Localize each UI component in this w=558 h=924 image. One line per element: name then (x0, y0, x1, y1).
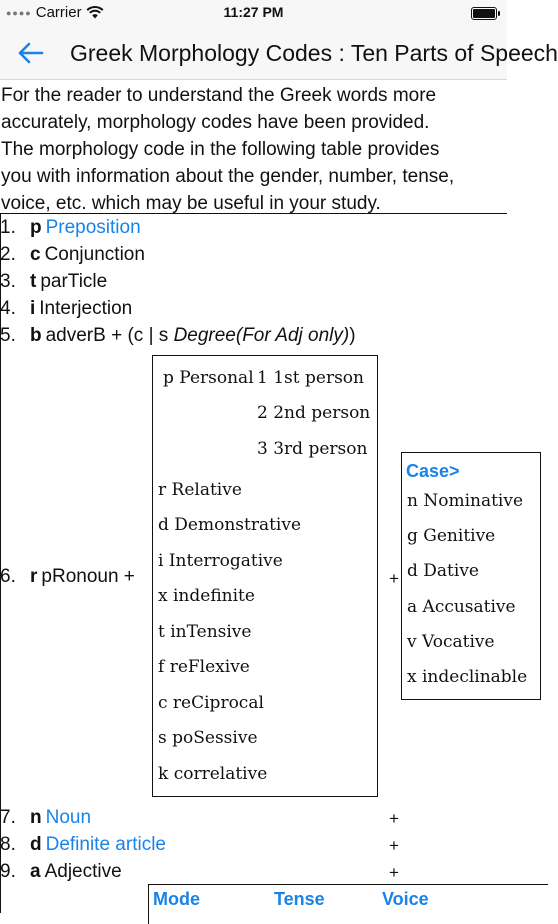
pronoun-type: i Interrogative (158, 551, 283, 571)
intro-paragraph (1, 82, 511, 217)
person-option: 2 2nd person (257, 403, 371, 423)
pronoun-type: t inTensive (158, 622, 252, 642)
plus-sign: + (389, 809, 399, 828)
case-option: a Accusative (407, 597, 516, 617)
status-bar (0, 0, 507, 26)
person-option: 3 3rd person (257, 439, 368, 459)
back-arrow-icon[interactable] (14, 38, 48, 68)
intro-line: accurately, morphology codes have been provided. (1, 112, 430, 133)
intro-line: For the reader to understand the Greek words more (1, 85, 437, 106)
page-title: Greek Morphology Codes : Ten Parts of Speech (70, 40, 558, 66)
list-item-interjection: 4. i Interjection (0, 298, 133, 319)
plus-sign: + (389, 863, 399, 882)
list-item-adjective: 9. a Adjective (0, 861, 122, 882)
content-area[interactable] (0, 80, 528, 909)
pronoun-types-box (152, 355, 378, 797)
case-option: v Vocative (407, 632, 495, 652)
mode-header[interactable]: Mode (153, 889, 200, 909)
person-option: 1 1st person (257, 368, 364, 388)
tense-header[interactable]: Tense (274, 889, 325, 909)
list-item-particle: 3. t parTicle (0, 271, 108, 292)
battery-icon (471, 7, 497, 20)
preposition-link[interactable]: Preposition (45, 217, 141, 238)
case-header[interactable]: Case> (406, 461, 460, 481)
mode-tense-voice-box (148, 884, 548, 924)
pronoun-type: f reFlexive (158, 657, 250, 677)
case-option: x indeclinable (407, 667, 528, 687)
pronoun-personal: p Personal (163, 368, 254, 388)
pronoun-type: r Relative (158, 480, 242, 500)
pronoun-type: c reCiprocal (158, 693, 264, 713)
list-item-conjunction: 2. c Conjunction (0, 244, 145, 265)
list-item-adverb: 5. b adverB + (c | s Degree(For Adj only)) (0, 325, 356, 346)
noun-link[interactable]: Noun (45, 807, 92, 828)
pronoun-type: x indefinite (158, 586, 255, 606)
table-top-border (0, 213, 507, 214)
pronoun-type: k correlative (158, 764, 268, 784)
list-item-noun: 7. n Noun (0, 807, 92, 828)
case-option: n Nominative (407, 491, 524, 511)
case-option: d Dative (407, 561, 479, 581)
status-time: 11:27 PM (223, 4, 284, 20)
pronoun-type: d Demonstrative (158, 515, 302, 535)
signal-dots-icon: ●●●● (6, 7, 32, 18)
intro-line: The morphology code in the following table provides (1, 139, 440, 160)
plus-sign: + (389, 836, 399, 855)
carrier-label: Carrier (35, 4, 82, 21)
case-box (401, 452, 541, 700)
list-item-preposition: 1. p Preposition (0, 217, 141, 238)
navigation-bar (0, 26, 558, 80)
definite-article-link[interactable]: Definite article (45, 834, 166, 855)
case-option: g Genitive (407, 526, 496, 546)
voice-header[interactable]: Voice (382, 889, 429, 909)
pronoun-type: s poSessive (158, 728, 258, 748)
list-item-definite-article: 8. d Definite article (0, 834, 166, 855)
plus-sign: + (389, 569, 399, 588)
intro-line: voice, etc. which may be useful in your study. (1, 193, 381, 214)
list-item-pronoun: 6. r pRonoun + (0, 566, 135, 587)
intro-line: you with information about the gender, number, tense, (1, 166, 455, 187)
